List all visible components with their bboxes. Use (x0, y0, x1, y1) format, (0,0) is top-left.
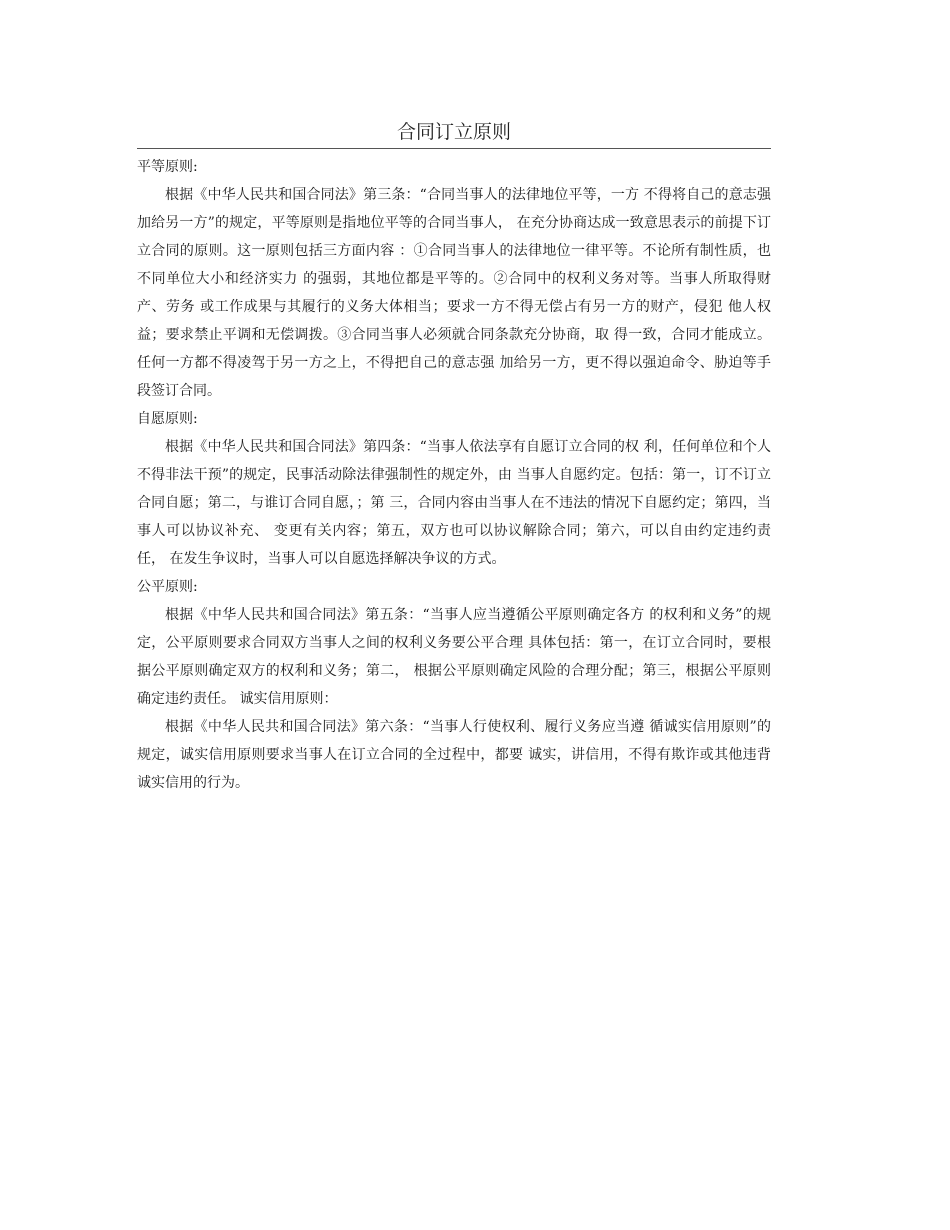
section-heading-equality: 平等原则: (137, 159, 198, 175)
section-body-voluntary: 根据《中华人民共和国合同法》第四条：“当事人依法享有自愿订立合同的权 利，任何单位和个人不得非法干预”的规定，民事活动除法律强制性的规定外，由 当事人自愿约定。包括：第一，订不订立合同自愿；第二，与谁订合同自愿，；第 三，合同内容由当事人在不违法的情况下自愿约定；第四，当事人可以协议补充、 变更有关内容；第五，双方也可以协议解除合同；第六，可以自由约定违约责任， 在发生争议时，当事人可以自愿选择解决争议的方式。 (137, 439, 771, 567)
document-page (137, 118, 771, 797)
document-title: 合同订立原则 (137, 118, 771, 149)
section-body-fairness: 根据《中华人民共和国合同法》第五条：“当事人应当遵循公平原则确定各方 的权利和义务”的规定，公平原则要求合同双方当事人之间的权利义务要公平合理 具体包括：第一，在订立合同时，要根据公平原则确定双方的权利和义务；第二， 根据公平原则确定风险的合理分配；第三，根据公平原则确定违约责任。 诚实信用原则： (137, 607, 771, 707)
section-body-equality: 根据《中华人民共和国合同法》第三条：“合同当事人的法律地位平等，一方 不得将自己的意志强加给另一方”的规定，平等原则是指地位平等的合同当事人， 在充分协商达成一致意思表示的前提下订立合同的原则。这一原则包括三方面内容 ：①合同当事人的法律地位一律平等。不论所有制性质，也不同单位大小和经济实力 的强弱，其地位都是平等的。②合同中的权利义务对等。当事人所取得财产、劳务 或工作成果与其履行的义务大体相当；要求一方不得无偿占有另一方的财产，侵犯 他人权益；要求禁止平调和无偿调拨。③合同当事人必须就合同条款充分协商，取 得一致，合同才能成立。任何一方都不得凌驾于另一方之上，不得把自己的意志强 加给另一方，更不得以强迫命令、胁迫等手段签订合同。 (137, 187, 771, 399)
section-body-good-faith: 根据《中华人民共和国合同法》第六条：“当事人行使权利、履行义务应当遵 循诚实信用原则”的规定，诚实信用原则要求当事人在订立合同的全过程中，都要 诚实，讲信用，不得有欺诈或其他违背诚实信用的行为。 (137, 719, 771, 791)
section-heading-voluntary: 自愿原则: (137, 411, 198, 427)
section-heading-fairness: 公平原则: (137, 579, 198, 595)
